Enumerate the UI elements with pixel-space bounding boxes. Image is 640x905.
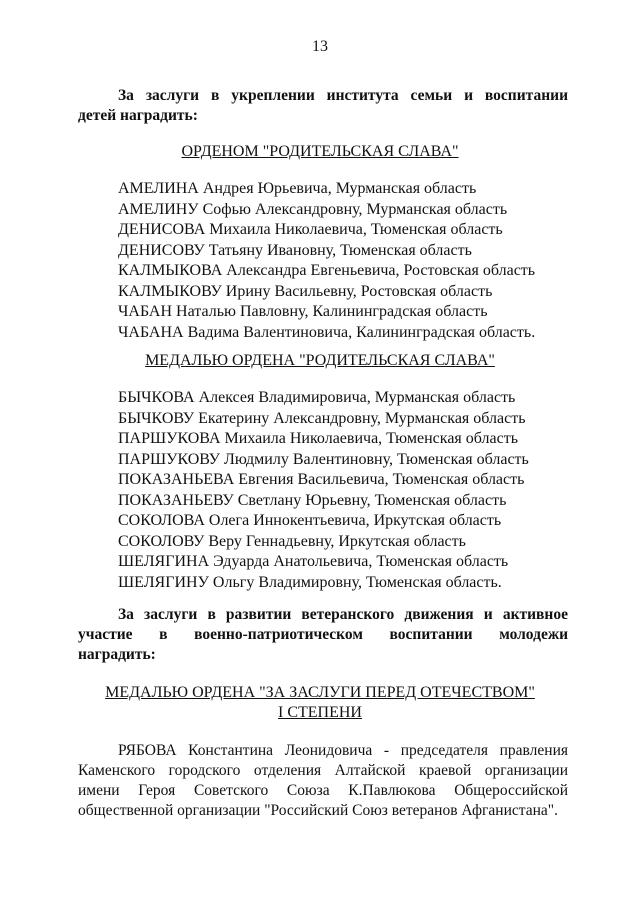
- award-intro-family: [78, 86, 568, 126]
- recipient-description: [78, 741, 568, 821]
- list-item: АМЕЛИНА Андрея Юрьевича, Мурманская область: [118, 180, 477, 197]
- paragraph-line: РЯБОВА Константина Леонидовича - председателя правления: [118, 742, 568, 759]
- list-item: БЫЧКОВА Алексея Владимировича, Мурманская область: [118, 389, 516, 406]
- list-item: ДЕНИСОВУ Татьяну Ивановну, Тюменская область: [118, 241, 472, 259]
- list-item: ЧАБАН Наталью Павловну, Калининградская область: [118, 303, 488, 320]
- list-item: ПАРШУКОВУ Людмилу Валентиновну, Тюменская область: [118, 450, 529, 468]
- list-item: ПОКАЗАНЬЕВА Евгения Васильевича, Тюменская область: [118, 471, 525, 488]
- paragraph-line: общественной организации "Российский Союз ветеранов Афганистана".: [78, 802, 558, 819]
- heading-text: МЕДАЛЬЮ ОРДЕНА "ЗА ЗАСЛУГИ ПЕРЕД ОТЕЧЕСТВОМ": [105, 684, 535, 701]
- page-number: 13: [312, 38, 328, 55]
- list-item: ПАРШУКОВА Михаила Николаевича, Тюменская область: [118, 430, 518, 447]
- list-item: СОКОЛОВУ Веру Геннадьевну, Иркутская область: [118, 532, 466, 550]
- list-item: ЧАБАНА Вадима Валентиновича, Калининградская область.: [118, 323, 536, 341]
- list-item: КАЛМЫКОВУ Ирину Васильевну, Ростовская область: [118, 282, 493, 300]
- list-item: АМЕЛИНУ Софью Александровну, Мурманская область: [118, 200, 508, 218]
- recipient-list-medal: [118, 388, 529, 593]
- intro-line: наградить:: [78, 646, 156, 663]
- intro-line: детей наградить:: [78, 107, 198, 124]
- list-item: ПОКАЗАНЬЕВУ Светлану Юрьевну, Тюменская область: [118, 491, 507, 509]
- intro-line: За заслуги в укреплении института семьи и воспитании: [118, 87, 568, 104]
- paragraph-line: имени Героя Советского Союза К.Павлюкова Общероссийской: [78, 782, 568, 799]
- heading-text: МЕДАЛЬЮ ОРДЕНА "РОДИТЕЛЬСКАЯ СЛАВА": [145, 352, 495, 369]
- award-heading-medal-parental-glory: [0, 351, 640, 371]
- intro-line: участие в военно-патриотическом воспитании молодежи: [78, 626, 568, 643]
- intro-line: За заслуги в развитии ветеранского движения и активное: [118, 606, 568, 623]
- list-item: ШЕЛЯГИНУ Ольгу Владимировну, Тюменская область.: [118, 573, 502, 591]
- award-heading-medal-merit-fatherland: [0, 683, 640, 723]
- award-intro-veterans: [78, 605, 568, 665]
- heading-text: I СТЕПЕНИ: [278, 704, 362, 721]
- list-item: КАЛМЫКОВА Александра Евгеньевича, Ростовская область: [118, 262, 536, 279]
- list-item: ШЕЛЯГИНА Эдуарда Анатольевича, Тюменская область: [118, 553, 509, 570]
- paragraph-line: Каменского городского отделения Алтайской краевой организации: [78, 762, 568, 779]
- list-item: ДЕНИСОВА Михаила Николаевича, Тюменская область: [118, 221, 503, 238]
- recipient-list-order: [118, 179, 535, 343]
- heading-text: ОРДЕНОМ "РОДИТЕЛЬСКАЯ СЛАВА": [181, 143, 459, 160]
- list-item: БЫЧКОВУ Екатерину Александровну, Мурманская область: [118, 409, 526, 427]
- award-heading-order-parental-glory: [0, 142, 640, 162]
- list-item: СОКОЛОВА Олега Иннокентьевича, Иркутская область: [118, 512, 502, 529]
